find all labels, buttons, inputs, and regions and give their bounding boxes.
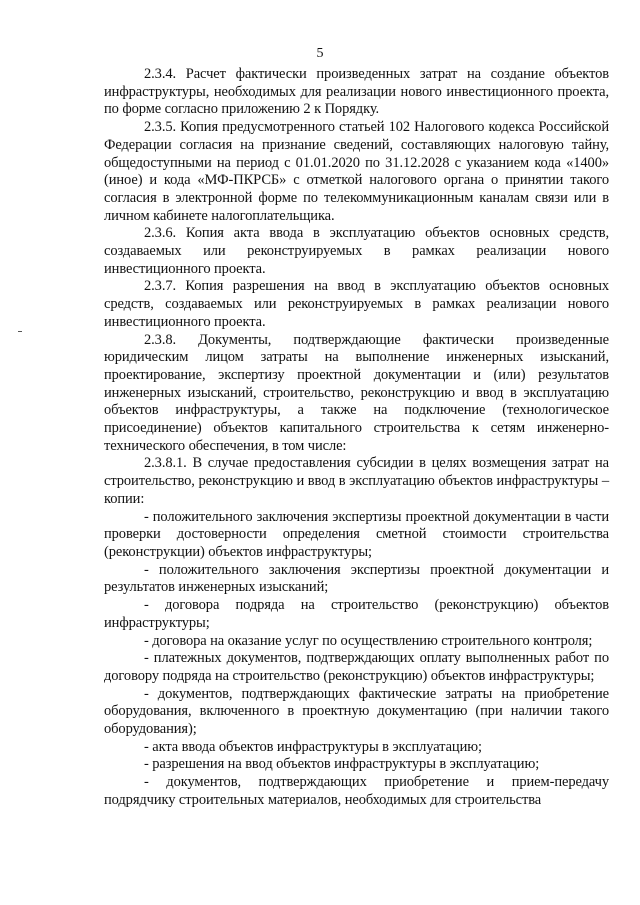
- list-item-equipment-costs: - документов, подтверждающих фактические затраты на приобретение оборудования, включенного в проектную документацию (при наличии такого оборудования);: [104, 685, 609, 738]
- list-item-supervision-contract: - договора на оказание услуг по осуществлению строительного контроля;: [144, 632, 593, 649]
- list-item-payment-documents: - платежных документов, подтверждающих оплату выполненных работ по договору подряда на строительство (реконструкцию) объектов инфраструктуры;: [104, 650, 609, 684]
- paragraph-2-3-4: 2.3.4. Расчет фактически произведенных затрат на создание объектов инфраструктуры, необходимых для реализации нового инвестиционного проекта, по форме согласно приложению 2 к Порядку.: [104, 66, 609, 118]
- paragraph-2-3-6: 2.3.6. Копия акта ввода в эксплуатацию объектов основных средств, создаваемых или реконструируемых в рамках реализации нового инвестиционного проекта.: [104, 225, 609, 277]
- list-item-expertise-surveys: - положительного заключения экспертизы проектной документации и результатов инженерных изысканий;: [104, 561, 609, 596]
- margin-mark: [18, 331, 22, 332]
- list-item-commissioning-permit: - разрешения на ввод объектов инфраструктуры в эксплуатацию;: [144, 756, 540, 773]
- paragraph-2-3-8-1: 2.3.8.1. В случае предоставления субсидии в целях возмещения затрат на строительство, реконструкцию и ввод в эксплуатацию объектов инфраструктуры – копии:: [104, 455, 609, 507]
- page-number: 5: [316, 46, 324, 61]
- list-item-construction-contract: - договора подряда на строительство (реконструкцию) объектов инфраструктуры;: [104, 597, 609, 631]
- list-item-expertise-estimate: - положительного заключения экспертизы проектной документации в части проверки достоверности определения сметной стоимости строительства (реконструкции) объектов инфраструктуры;: [104, 508, 609, 560]
- paragraph-2-3-8: 2.3.8. Документы, подтверждающие фактически произведенные юридическим лицом затраты на выполнение инженерных изысканий, проектирование, экспертизу проектной документации и (или) результатов инженерных изысканий, строительство, реконструкцию и ввод в эксплуатацию объектов инфраструктуры, а также на подключение (технологическое присоединение) объектов капитального строительства к сетям инженерно-технического обеспечения, в том числе:: [104, 331, 609, 454]
- document-body: [104, 66, 609, 810]
- list-item-commissioning-act: - акта ввода объектов инфраструктуры в эксплуатацию;: [144, 738, 482, 755]
- paragraph-2-3-7: 2.3.7. Копия разрешения на ввод в эксплуатацию объектов основных средств, создаваемых или реконструируемых в рамках реализации нового инвестиционного проекта.: [104, 278, 609, 330]
- paragraph-2-3-5: 2.3.5. Копия предусмотренного статьей 102 Налогового кодекса Российской Федерации согласия на признание сведений, составляющих налоговую тайну, общедоступными на период с 01.01.2020 по 31.12.2028 с указанием кода «1400» (иное) и кода «МФ-ПКРСБ» с отметкой налогового органа о принятии такого согласия в электронной форме по телекоммуникационным каналам связи или в личном кабинете налогоплательщика.: [104, 119, 609, 224]
- list-item-materials-transfer: - документов, подтверждающих приобретение и прием-передачу подрядчику строительных материалов, необходимых для строительства: [104, 774, 609, 808]
